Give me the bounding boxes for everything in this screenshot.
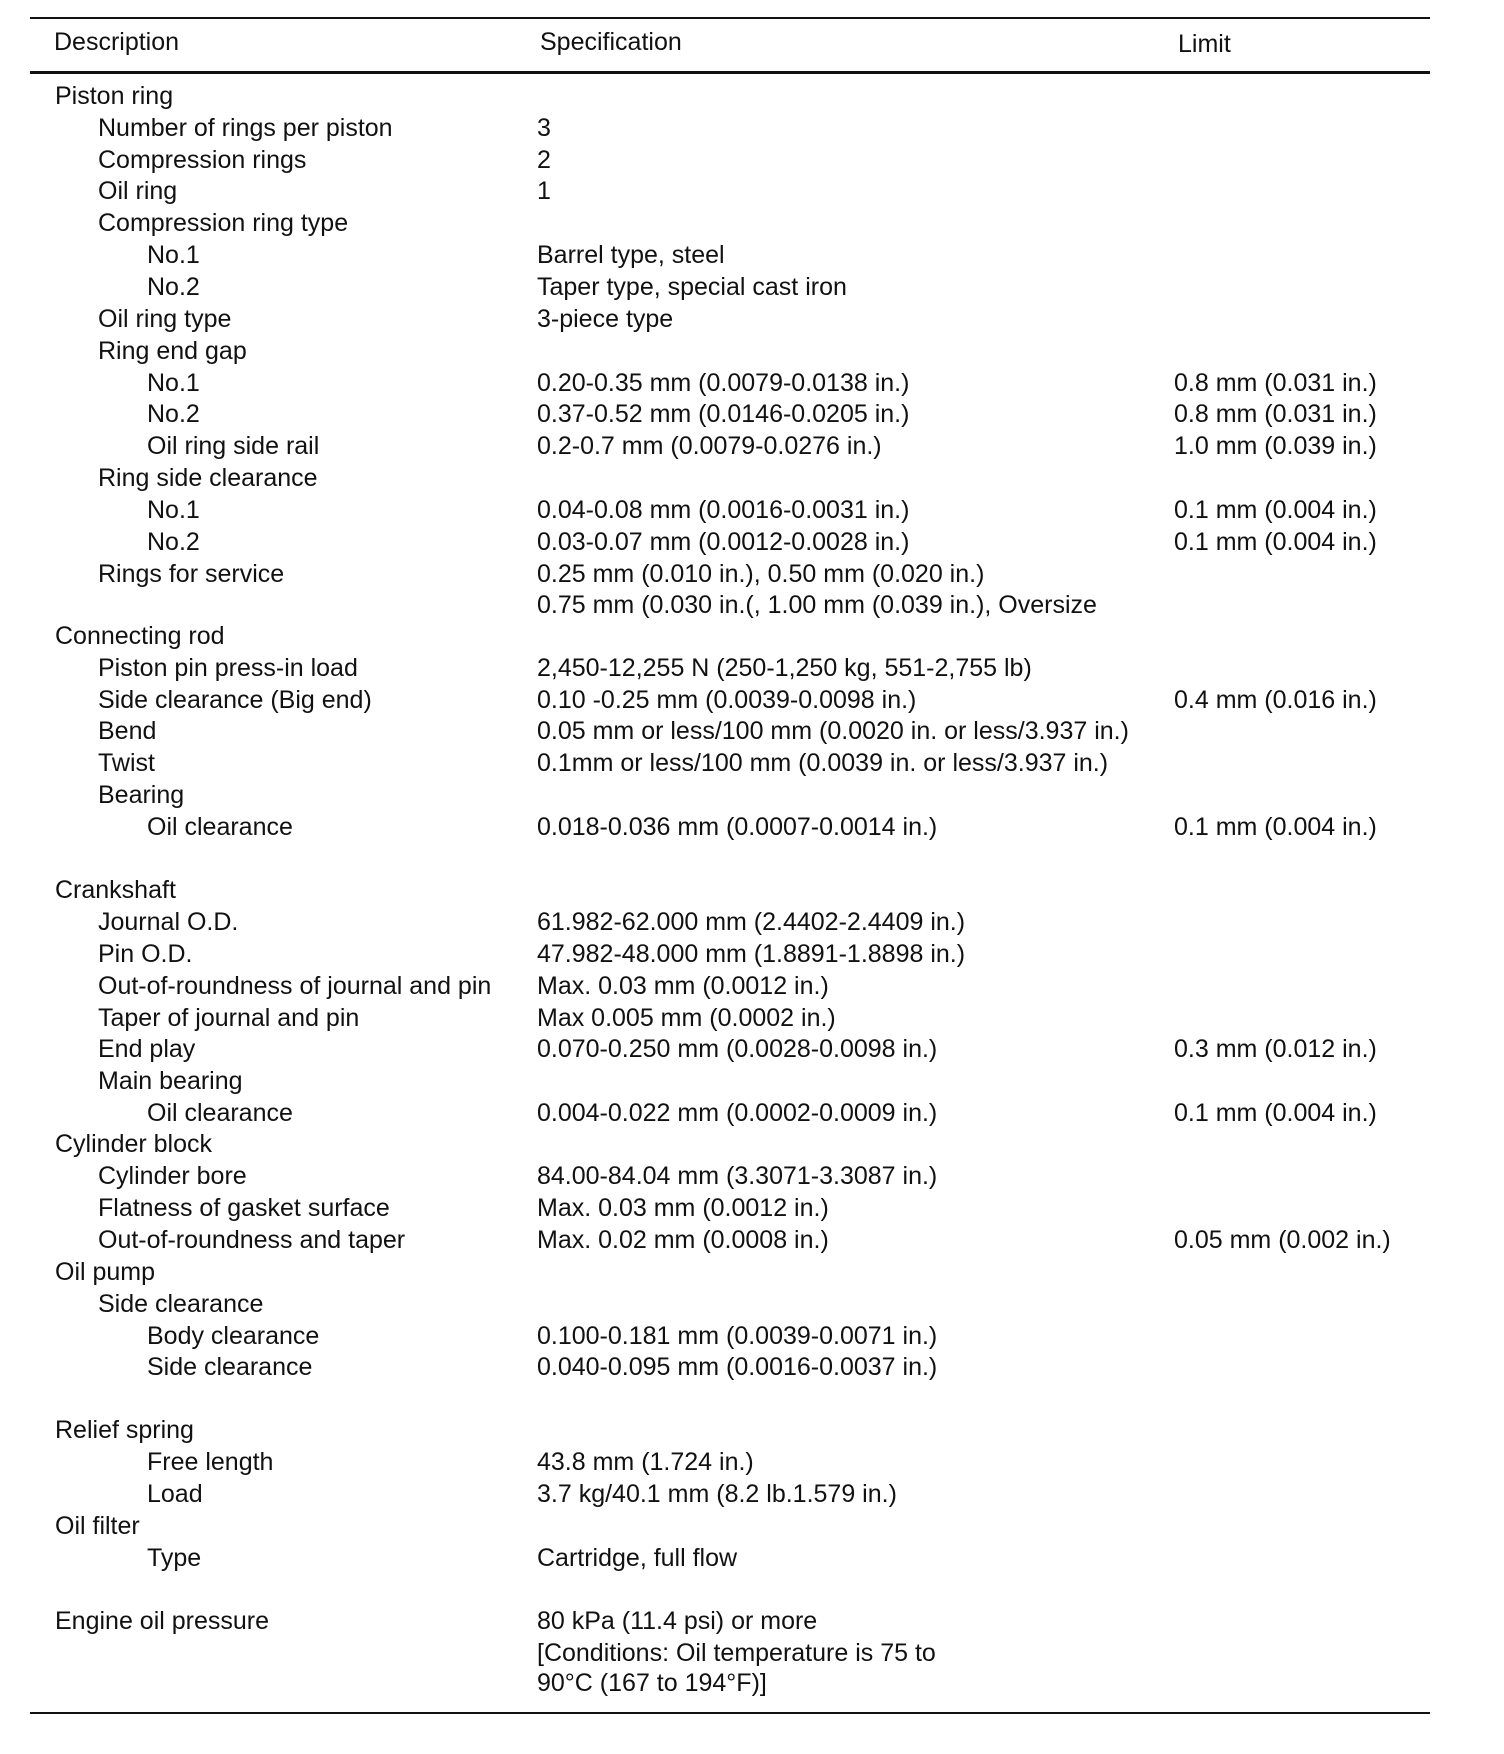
table-row (0, 494, 1504, 526)
row-specification: 0.37-0.52 mm (0.0146-0.0205 in.) (537, 400, 910, 428)
table-row (0, 526, 1504, 558)
table-row (0, 970, 1504, 1002)
row-description: Free length (147, 1448, 274, 1476)
row-description: No.2 (147, 273, 200, 301)
row-description: Oil clearance (147, 813, 293, 841)
row-description: No.1 (147, 496, 200, 524)
row-description: No.1 (147, 369, 200, 397)
row-description: Load (147, 1480, 203, 1508)
table-row (0, 1033, 1504, 1065)
table-row (0, 1542, 1504, 1574)
table-row (0, 1160, 1504, 1192)
table-row (0, 938, 1504, 970)
table-row (0, 80, 1504, 112)
row-specification: Cartridge, full flow (537, 1544, 738, 1572)
row-specification: 0.75 mm (0.030 in.(, 1.00 mm (0.039 in.), Oversize (537, 591, 1097, 619)
table-row (0, 1667, 1504, 1699)
row-specification: 47.982-48.000 mm (1.8891-1.8898 in.) (537, 940, 966, 968)
row-description: No.2 (147, 400, 200, 428)
row-specification: 0.20-0.35 mm (0.0079-0.0138 in.) (537, 369, 910, 397)
row-specification: 3-piece type (537, 305, 674, 333)
row-specification: Max. 0.03 mm (0.0012 in.) (537, 972, 829, 1000)
table-row (0, 398, 1504, 430)
row-description: Ring side clearance (98, 464, 318, 492)
row-specification: 2,450-12,255 N (250-1,250 kg, 551-2,755 lb) (537, 654, 1032, 682)
row-specification: 1 (537, 177, 551, 205)
row-specification: Taper type, special cast iron (537, 273, 847, 301)
row-specification: 84.00-84.04 mm (3.3071-3.3087 in.) (537, 1162, 938, 1190)
table-row (0, 1256, 1504, 1288)
table-row (0, 652, 1504, 684)
table-row (0, 1288, 1504, 1320)
row-description: Twist (98, 749, 155, 777)
table-row (0, 271, 1504, 303)
row-description: Side clearance (98, 1290, 264, 1318)
row-limit: 0.8 mm (0.031 in.) (1174, 369, 1377, 397)
row-description: Compression rings (98, 146, 307, 174)
table-row (0, 1510, 1504, 1542)
table-row (0, 1128, 1504, 1160)
row-limit: 0.3 mm (0.012 in.) (1174, 1035, 1377, 1063)
row-description: Side clearance (Big end) (98, 686, 372, 714)
row-limit: 0.1 mm (0.004 in.) (1174, 1099, 1377, 1127)
row-specification: 0.070-0.250 mm (0.0028-0.0098 in.) (537, 1035, 938, 1063)
table-row (0, 1065, 1504, 1097)
row-description: Oil ring (98, 177, 178, 205)
table-row (0, 1320, 1504, 1352)
row-specification: 0.2-0.7 mm (0.0079-0.0276 in.) (537, 432, 882, 460)
row-specification: 0.04-0.08 mm (0.0016-0.0031 in.) (537, 496, 910, 524)
row-specification: 43.8 mm (1.724 in.) (537, 1448, 754, 1476)
row-limit: 0.1 mm (0.004 in.) (1174, 813, 1377, 841)
row-description: Engine oil pressure (55, 1607, 270, 1635)
row-specification: 2 (537, 146, 551, 174)
table-row (0, 1192, 1504, 1224)
row-description: Out-of-roundness and taper (98, 1226, 406, 1254)
table-row (0, 430, 1504, 462)
row-description: Connecting rod (55, 622, 225, 650)
row-specification: 0.1mm or less/100 mm (0.0039 in. or less/3.937 in.) (537, 749, 1109, 777)
table-row (0, 175, 1504, 207)
row-description: Piston pin press-in load (98, 654, 358, 682)
table-row (0, 303, 1504, 335)
row-description: Pin O.D. (98, 940, 193, 968)
row-specification: 80 kPa (11.4 psi) or more (537, 1607, 818, 1635)
table-row (0, 112, 1504, 144)
table-row (0, 367, 1504, 399)
header-specification: Specification (540, 28, 682, 56)
table-row (0, 1097, 1504, 1129)
row-description: Relief spring (55, 1416, 194, 1444)
row-specification: Max 0.005 mm (0.0002 in.) (537, 1004, 836, 1032)
row-specification: 0.100-0.181 mm (0.0039-0.0071 in.) (537, 1322, 938, 1350)
row-description: Journal O.D. (98, 908, 239, 936)
row-specification: 3 (537, 114, 551, 142)
row-description: Bend (98, 717, 157, 745)
row-limit: 0.05 mm (0.002 in.) (1174, 1226, 1391, 1254)
row-description: End play (98, 1035, 196, 1063)
table-row (0, 874, 1504, 906)
row-description: Flatness of gasket surface (98, 1194, 390, 1222)
row-description: Oil clearance (147, 1099, 293, 1127)
row-description: Cylinder bore (98, 1162, 247, 1190)
row-limit: 0.1 mm (0.004 in.) (1174, 528, 1377, 556)
row-specification: 90°C (167 to 194°F)] (537, 1669, 767, 1697)
row-specification: [Conditions: Oil temperature is 75 to (537, 1639, 936, 1667)
row-specification: 0.05 mm or less/100 mm (0.0020 in. or less/3.937 in.) (537, 717, 1129, 745)
row-description: Oil pump (55, 1258, 156, 1286)
table-row (0, 1002, 1504, 1034)
table-row (0, 1637, 1504, 1669)
table-row (0, 715, 1504, 747)
row-specification: 0.03-0.07 mm (0.0012-0.0028 in.) (537, 528, 910, 556)
row-specification: 0.004-0.022 mm (0.0002-0.0009 in.) (537, 1099, 938, 1127)
table-row (0, 1351, 1504, 1383)
row-description: Piston ring (55, 82, 174, 110)
table-row (0, 335, 1504, 367)
row-description: Oil filter (55, 1512, 140, 1540)
row-limit: 0.1 mm (0.004 in.) (1174, 496, 1377, 524)
row-description: Out-of-roundness of journal and pin (98, 972, 492, 1000)
row-description: Side clearance (147, 1353, 313, 1381)
header-description: Description (54, 28, 180, 56)
table-row (0, 144, 1504, 176)
table-row (0, 239, 1504, 271)
row-description: Rings for service (98, 560, 285, 588)
row-description: Bearing (98, 781, 185, 809)
header-limit: Limit (1178, 30, 1231, 58)
row-limit: 1.0 mm (0.039 in.) (1174, 432, 1377, 460)
row-specification: Barrel type, steel (537, 241, 725, 269)
row-description: Oil ring side rail (147, 432, 320, 460)
row-description: Crankshaft (55, 876, 176, 904)
row-description: No.2 (147, 528, 200, 556)
row-description: Ring end gap (98, 337, 247, 365)
table-row (0, 589, 1504, 621)
row-specification: 3.7 kg/40.1 mm (8.2 lb.1.579 in.) (537, 1480, 897, 1508)
table-row (0, 1446, 1504, 1478)
row-description: Body clearance (147, 1322, 320, 1350)
row-description: Cylinder block (55, 1130, 213, 1158)
row-specification: 0.040-0.095 mm (0.0016-0.0037 in.) (537, 1353, 938, 1381)
table-row (0, 747, 1504, 779)
table-row (0, 558, 1504, 590)
table-row (0, 811, 1504, 843)
row-specification: Max. 0.02 mm (0.0008 in.) (537, 1226, 829, 1254)
table-row (0, 620, 1504, 652)
row-specification: 0.25 mm (0.010 in.), 0.50 mm (0.020 in.) (537, 560, 985, 588)
row-description: Compression ring type (98, 209, 349, 237)
table-row (0, 906, 1504, 938)
row-specification: 0.10 -0.25 mm (0.0039-0.0098 in.) (537, 686, 917, 714)
row-description: Oil ring type (98, 305, 232, 333)
table-row (0, 1605, 1504, 1637)
table-row (0, 779, 1504, 811)
row-limit: 0.8 mm (0.031 in.) (1174, 400, 1377, 428)
table-row (0, 1414, 1504, 1446)
table-row (0, 207, 1504, 239)
row-description: Number of rings per piston (98, 114, 393, 142)
row-limit: 0.4 mm (0.016 in.) (1174, 686, 1377, 714)
row-specification: 0.018-0.036 mm (0.0007-0.0014 in.) (537, 813, 938, 841)
table-row (0, 1478, 1504, 1510)
table-row (0, 684, 1504, 716)
table-row (0, 462, 1504, 494)
row-specification: 61.982-62.000 mm (2.4402-2.4409 in.) (537, 908, 966, 936)
table-row (0, 1224, 1504, 1256)
row-specification: Max. 0.03 mm (0.0012 in.) (537, 1194, 829, 1222)
row-description: Taper of journal and pin (98, 1004, 360, 1032)
row-description: Type (147, 1544, 202, 1572)
row-description: Main bearing (98, 1067, 243, 1095)
row-description: No.1 (147, 241, 200, 269)
bottom-rule (30, 1712, 1430, 1714)
